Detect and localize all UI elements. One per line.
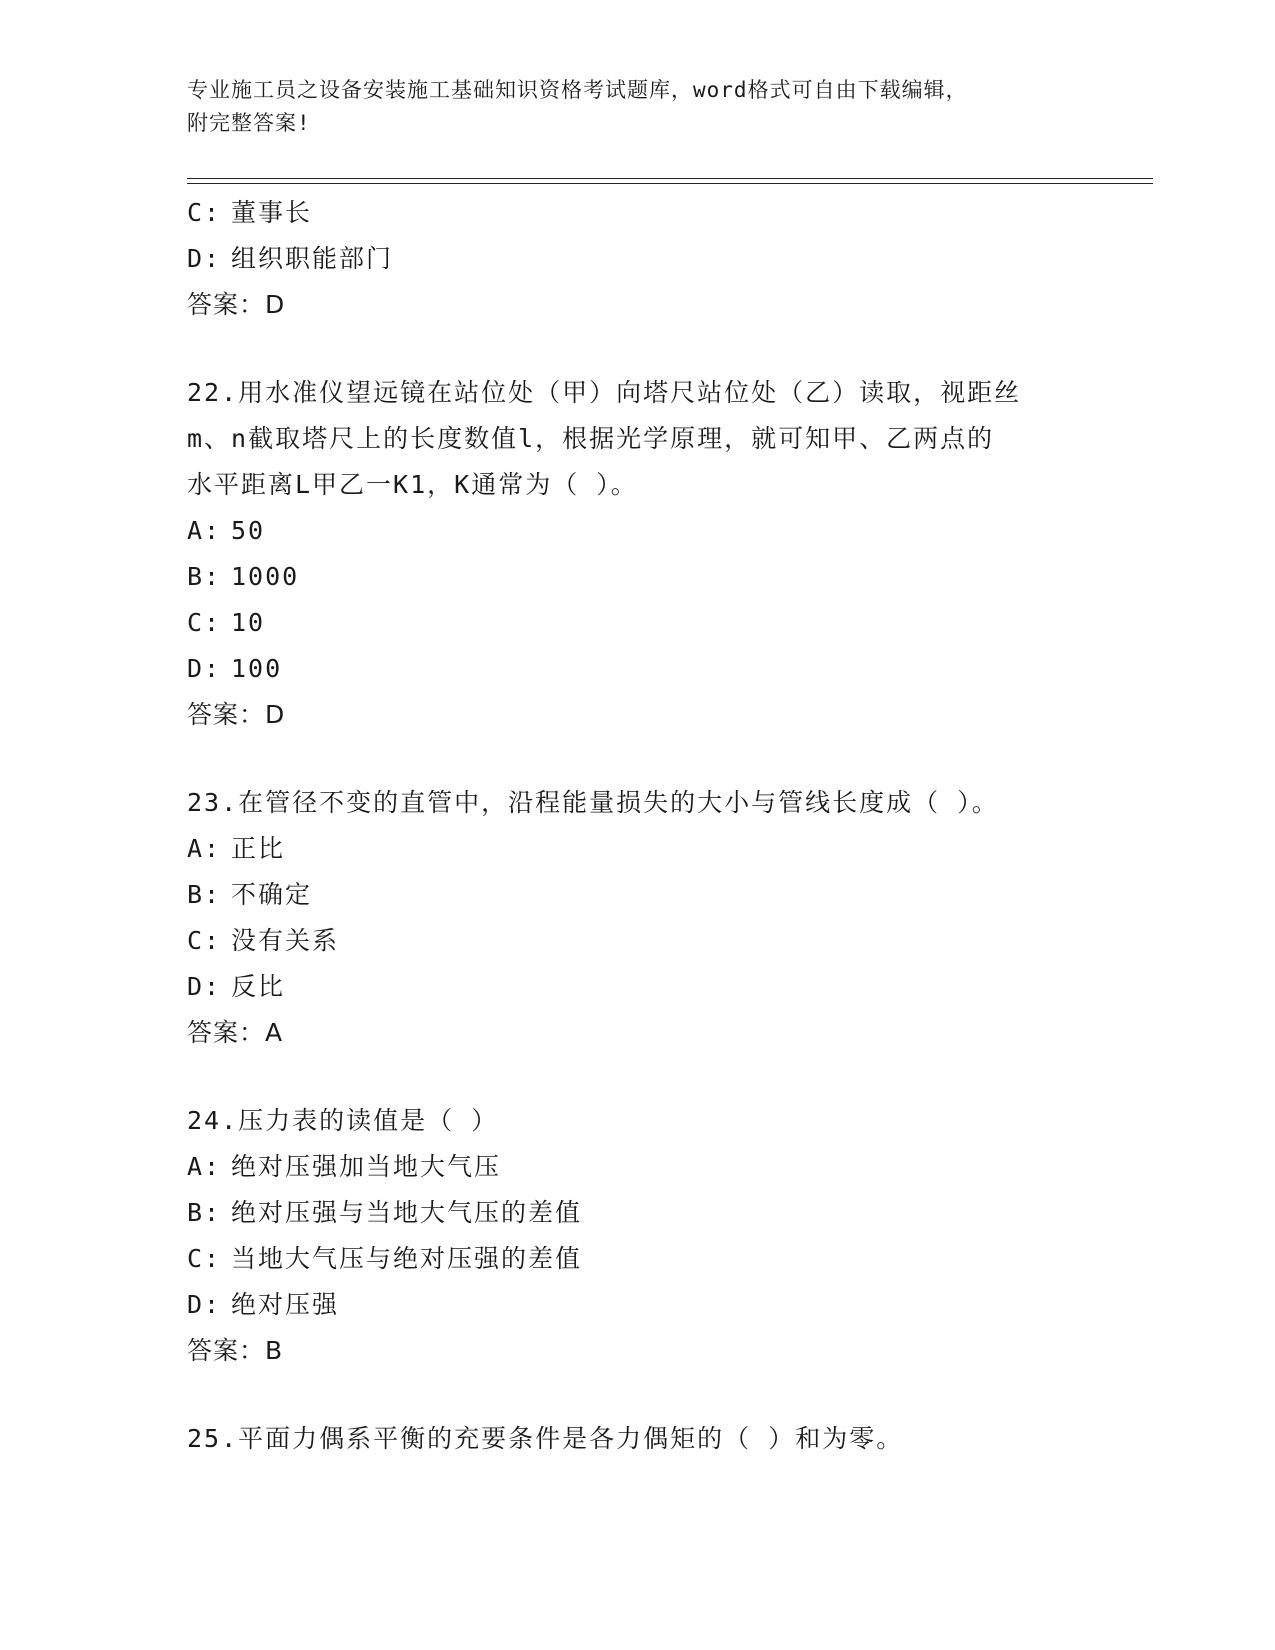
option-text: 1000 [231, 562, 300, 591]
answer-text: 答案：B [187, 1336, 284, 1365]
option-label: C: [187, 608, 222, 637]
option-text: 反比 [231, 972, 286, 1001]
question-25 [187, 1416, 1087, 1462]
option-label: D: [187, 244, 222, 273]
option-label: A: [187, 516, 222, 545]
option-text: 不确定 [231, 880, 313, 909]
option-c [187, 600, 1087, 646]
question-stem-line: 25.平面力偶系平衡的充要条件是各力偶矩的（ ）和为零。 [187, 1424, 904, 1453]
question-list [187, 190, 1087, 1462]
header-line-1: 专业施工员之设备安装施工基础知识资格考试题库，word格式可自由下载编辑， [187, 78, 968, 102]
question-stem-line: 24.压力表的读值是（ ） [187, 1106, 499, 1135]
answer-text: 答案：A [187, 1018, 284, 1047]
spacer [187, 1056, 1087, 1098]
option-text: 绝对压强加当地大气压 [231, 1152, 502, 1181]
spacer [187, 1374, 1087, 1416]
spacer [187, 328, 1087, 370]
answer-text: 答案：D [187, 700, 286, 729]
option-text: 绝对压强 [231, 1290, 340, 1319]
option-d [187, 236, 1087, 282]
header-line-2: 附完整答案! [187, 111, 311, 135]
option-c [187, 190, 1087, 236]
question-22 [187, 370, 1087, 738]
option-d [187, 1282, 1087, 1328]
option-label: C: [187, 198, 222, 227]
option-text: 正比 [231, 834, 286, 863]
option-b [187, 872, 1087, 918]
document-header [187, 74, 1087, 140]
question-stem-line: 22.用水准仪望远镜在站位处（甲）向塔尺站位处（乙）读取，视距丝 [187, 378, 1022, 407]
option-label: D: [187, 972, 222, 1001]
option-text: 10 [231, 608, 266, 637]
option-text: 董事长 [231, 198, 313, 227]
option-c [187, 1236, 1087, 1282]
option-label: D: [187, 654, 222, 683]
option-label: B: [187, 562, 222, 591]
option-text: 当地大气压与绝对压强的差值 [231, 1244, 583, 1273]
option-d [187, 646, 1087, 692]
option-text: 绝对压强与当地大气压的差值 [231, 1198, 583, 1227]
option-text: 组织职能部门 [231, 244, 394, 273]
question-24 [187, 1098, 1087, 1374]
question-stem-line: 23.在管径不变的直管中，沿程能量损失的大小与管线长度成（ ）。 [187, 788, 999, 817]
option-label: C: [187, 926, 222, 955]
option-text: 50 [231, 516, 266, 545]
option-text: 没有关系 [231, 926, 340, 955]
option-c [187, 918, 1087, 964]
option-text: 100 [231, 654, 283, 683]
answer-text: 答案：D [187, 290, 286, 319]
option-label: A: [187, 1152, 222, 1181]
option-label: B: [187, 1198, 222, 1227]
option-label: D: [187, 1290, 222, 1319]
question-21 [187, 190, 1087, 328]
option-d [187, 964, 1087, 1010]
option-b [187, 554, 1087, 600]
option-label: A: [187, 834, 222, 863]
option-b [187, 1190, 1087, 1236]
option-label: C: [187, 1244, 222, 1273]
header-divider-top [187, 178, 1153, 179]
option-a [187, 508, 1087, 554]
option-a [187, 1144, 1087, 1190]
option-label: B: [187, 880, 222, 909]
spacer [187, 738, 1087, 780]
option-a [187, 826, 1087, 872]
question-23 [187, 780, 1087, 1056]
header-divider-bottom [187, 183, 1153, 184]
question-stem-line: m、n截取塔尺上的长度数值l，根据光学原理，就可知甲、乙两点的 [187, 424, 995, 453]
question-stem-line: 水平距离L甲乙一K1，K通常为（ ）。 [187, 470, 638, 499]
